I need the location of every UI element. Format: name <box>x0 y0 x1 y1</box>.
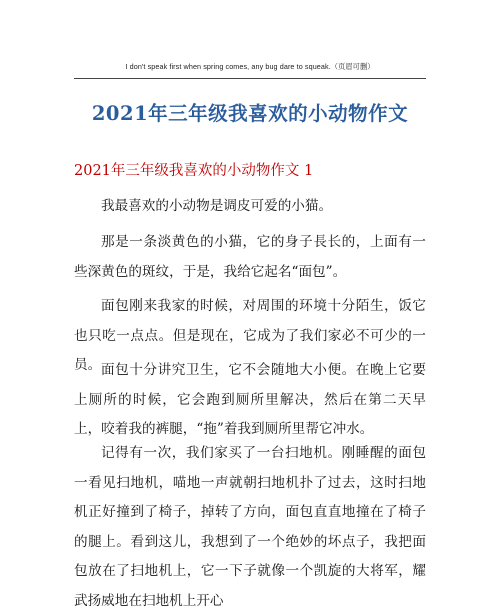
section-title: 2021年三年级我喜欢的小动物作文 1 <box>74 163 314 179</box>
header-divider <box>74 78 426 79</box>
paragraph-4: 面包十分讲究卫生，它不会随地大小便。在晚上它要上厕所的时候，它会跑到厕所里解决，然后在第二天早上，咬着我的裤腿，“拖”着我到厕所里帮它冲水。 <box>74 362 426 437</box>
paragraph-2: 那是一条淡黄色的小猫，它的身子長长的，上面有一些深黄色的斑纹，于是，我给它起名“面包”。 <box>74 234 426 280</box>
document-title: 2021年三年级我喜欢的小动物作文 <box>91 102 409 125</box>
page-header-note: I don't speak first when spring comes, any bug dare to squeak.（页眉可删） <box>125 62 375 71</box>
paragraph-1: 我最喜欢的小动物是调皮可爱的小猫。 <box>101 198 333 214</box>
paragraph-3: 面包刚来我家的时候，对周围的环境十分陌生，饭它也只吃一点点。但是现在，它成为了我们家必不可少的一员。 <box>74 298 426 373</box>
paragraph-5: 记得有一次，我们家买了一台扫地机。刚睡醒的面包一看见扫地机，喵地一声就朝扫地机扑了过去，这时扫地机正好撞到了椅子，掉转了方向，面包直直地撞在了椅子的腿上。看到这儿，我想到了一个绝妙的坏点子，我把面包放在了扫地机上，它一下子就像一个凯旋的大将军，耀武扬威地在扫地机上开心 <box>74 445 426 609</box>
